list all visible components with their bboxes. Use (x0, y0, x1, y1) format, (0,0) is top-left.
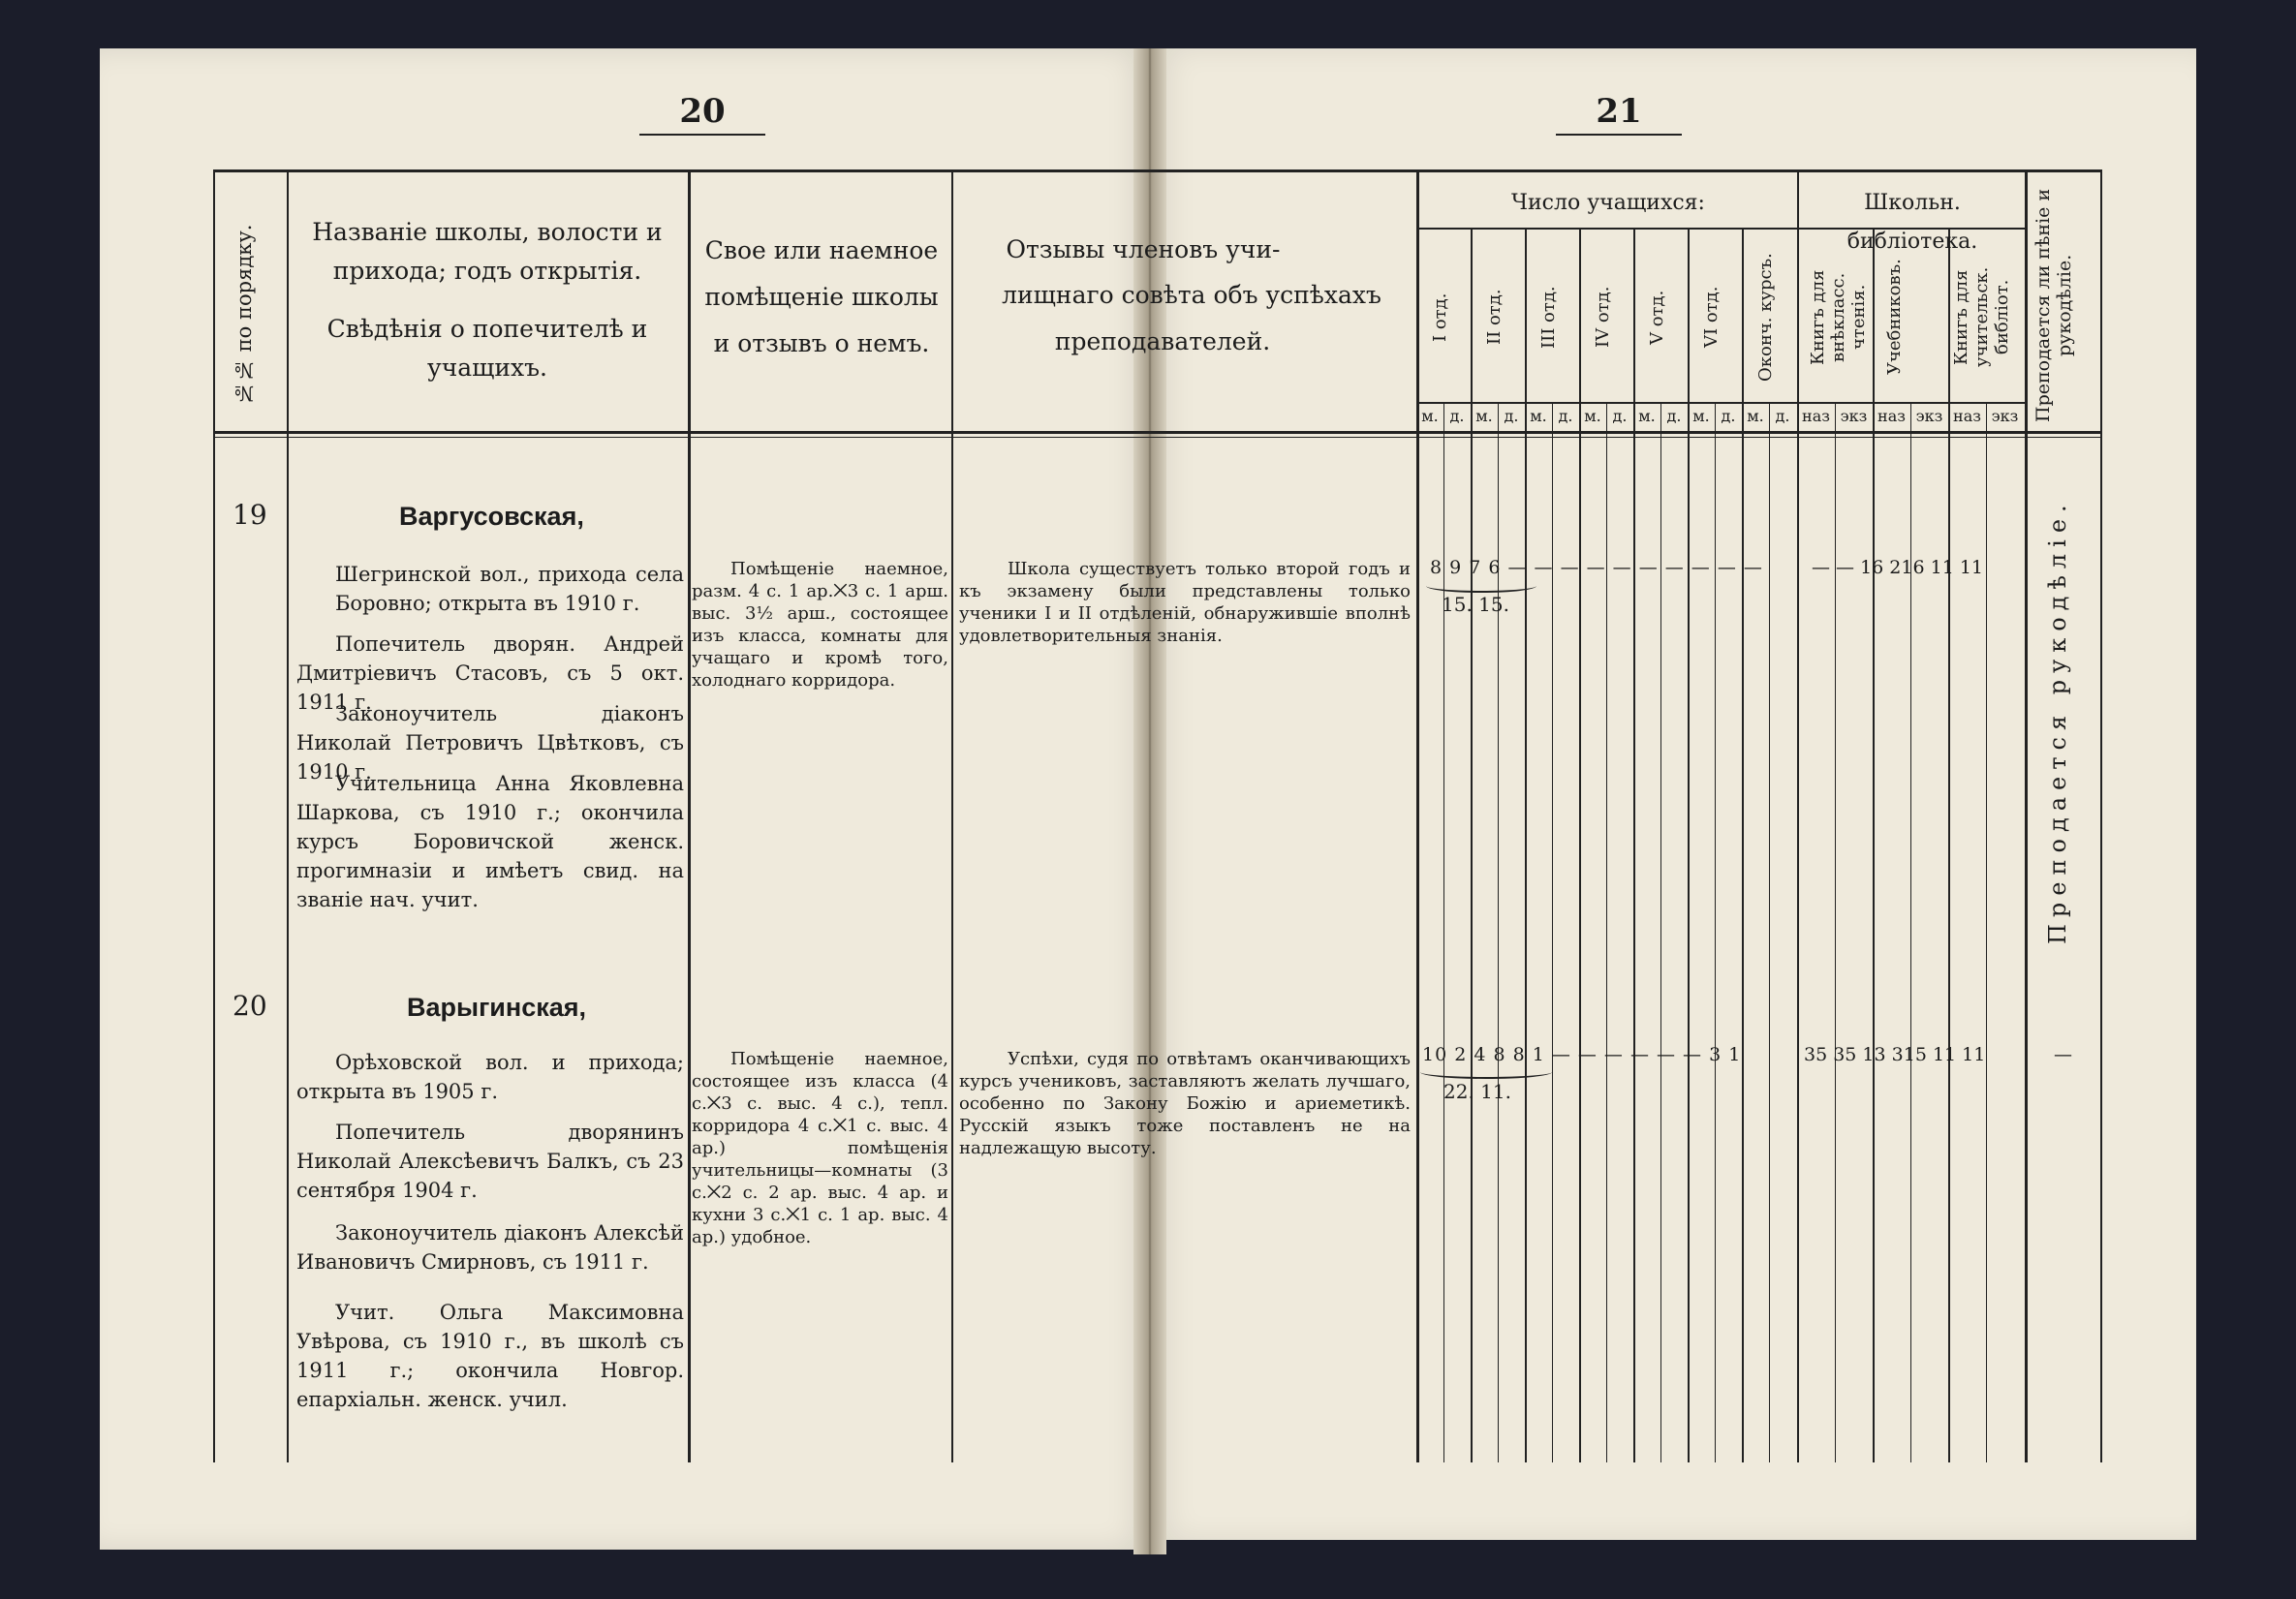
male-label: м. (1747, 407, 1764, 425)
table-top-rule (213, 169, 2102, 172)
row-19-priest: Законоучитель діаконъ Николай Петровичъ Цвѣтковъ, съ 1910 г. (296, 702, 684, 784)
header-review-last: преподавателей. (1054, 327, 1271, 355)
row-19-singing: Преподается рукодѣліе. (2044, 498, 2071, 945)
library-copies-label: экз (1840, 407, 1868, 425)
row-20-school-name: Варыгинская, (407, 993, 587, 1022)
department-label: VI отд. (1701, 286, 1722, 349)
row-19-review: Школа существуетъ только второй годъ и къ экзамену были представлены только ученики I и II отдѣленій, обнаружившіе вполнѣ удовлетворительныя знанія. (959, 559, 1411, 646)
table-right-border (2100, 169, 2102, 1462)
row-20-library: 35 35 13 315 11 11 (1804, 1044, 1986, 1065)
row-20-student-counts: 10 2 4 8 8 1 — — — — — — 3 1 (1422, 1044, 1742, 1065)
row-20-number: 20 (233, 990, 267, 1022)
row-20-premises: Помѣщеніе наемное, состоящее изъ класса (4 с.⨉3 с. выс. 4 с.), тепл. корридора 4 с.⨉1 с. выс. 4 ар.) помѣщенія учительницы—комнаты (3 с.⨉2 с. 2 ар. выс. 4 ар. и кухни 3 с.⨉1 с. 1 ар. выс. 4 ар.) удобное. (692, 1049, 948, 1247)
female-label: д. (1666, 407, 1682, 425)
col-library-divider (1797, 169, 1799, 1462)
row-19-library: — — 16 216 11 11 (1812, 557, 1983, 578)
header-trustee-info: Свѣдѣнія о попечителѣ и учащихъ. (326, 315, 648, 382)
row-19-teacher: Учительница Анна Яковлевна Шаркова, съ 1910 г.; окончила курсъ Боровичской женск. прогимназіи и имѣетъ свид. на званіе нач. учит. (296, 772, 684, 911)
row-20-trustee: Попечитель дворянинъ Николай Алексѣевичъ Балкъ, съ 23 сентября 1904 г. (296, 1121, 684, 1202)
male-label: м. (1638, 407, 1656, 425)
male-label: м. (1584, 407, 1601, 425)
row-19-total: 15. 15. (1442, 593, 1509, 616)
header-library-textbooks: Учебниковъ. (1884, 259, 1905, 376)
row-20-total: 22. 11. (1443, 1080, 1511, 1103)
right-page-number: 21 (1596, 92, 1642, 131)
header-students-group: Число учащихся: (1511, 191, 1705, 215)
department-label: II отд. (1484, 289, 1505, 346)
row-20-location: Орѣховской вол. и прихода; открыта въ 1905 г. (296, 1051, 684, 1103)
header-premises: Свое или наемное помѣщеніе школы и отзывъ о немъ. (704, 236, 939, 357)
department-label: IV отд. (1593, 286, 1613, 349)
row-19-number: 19 (233, 499, 267, 531)
row-20-review: Успѣхи, судя по отвѣтамъ оканчивающихъ курсъ учениковъ, заставляютъ желать лучшаго, особенно по Закону Божію и ариеметикѣ. Русскій языкъ тоже поставленъ не на надлежащую высоту. (959, 1049, 1411, 1158)
department-label: I отд. (1430, 292, 1450, 342)
table-left-border (213, 169, 215, 1462)
row-19-total-brace (1426, 579, 1536, 593)
library-title-count-label: наз (1953, 407, 1981, 425)
col-name-divider (688, 169, 691, 1462)
gender-row-rule (1416, 402, 2025, 404)
library-title-count-label: наз (1802, 407, 1830, 425)
header-review-left: Отзывы членовъ учи- (1006, 235, 1281, 263)
col-num-divider (287, 169, 289, 1462)
department-label: V отд. (1647, 290, 1667, 345)
library-title-count-label: наз (1877, 407, 1906, 425)
male-label: м. (1530, 407, 1547, 425)
row-20-teacher: Учит. Ольга Максимовна Увѣрова, съ 1910 г., въ школѣ съ 1911 г.; окончила Новгор. епархіальн. женск. учил. (296, 1301, 684, 1411)
row-19-trustee: Попечитель дворян. Андрей Дмитріевичъ Стасовъ, съ 5 окт. 1911 г. (296, 632, 684, 714)
col-review-divider (1416, 169, 1419, 1462)
left-page-number: 20 (679, 92, 726, 131)
header-bottom-rule (213, 431, 2102, 434)
students-group-rule (1416, 228, 1797, 230)
book-gutter (1133, 48, 1166, 1554)
library-copies-label: экз (1915, 407, 1943, 425)
row-20-total-brace (1420, 1065, 1552, 1079)
row-19-school-name: Варгусовская, (399, 502, 584, 531)
header-row-number: №№ по порядку. (233, 224, 256, 406)
header-school-name: Названіе школы, волости и прихода; годъ открытія. (312, 218, 663, 285)
left-page-number-rule (639, 134, 765, 136)
male-label: м. (1421, 407, 1439, 425)
row-20-singing: — (2054, 1044, 2072, 1065)
female-label: д. (1558, 407, 1573, 425)
header-bottom-rule-2 (213, 437, 2102, 438)
row-19-student-counts: 8 9 7 6 — — — — — — — — — — (1430, 557, 1763, 578)
row-19-location: Шегринской вол., прихода села Боровно; открыта въ 1910 г. (335, 563, 684, 615)
col-premises-divider (951, 169, 953, 1462)
row-19-premises: Помѣщеніе наемное, разм. 4 с. 1 ар.⨉3 с. 1 арш. выс. 3½ арш., состоящее изъ класса, комнаты для учащаго и кромѣ того, холоднаго корридора. (692, 559, 948, 691)
row-20-priest: Законоучитель діаконъ Алексѣй Ивановичъ Смирновъ, съ 1911 г. (296, 1221, 684, 1274)
library-copies-label: экз (1991, 407, 2019, 425)
header-singing: Преподается ли пѣніе и рукодѣліе. (2032, 188, 2075, 422)
female-label: д. (1504, 407, 1519, 425)
right-page-number-rule (1556, 134, 1682, 136)
female-label: д. (1775, 407, 1790, 425)
male-label: м. (1475, 407, 1493, 425)
female-label: д. (1449, 407, 1465, 425)
department-label: III отд. (1538, 286, 1559, 349)
header-library-group: Школьн. библіотека. (1846, 191, 1978, 254)
department-label: Оконч. курсъ. (1755, 253, 1776, 382)
female-label: д. (1612, 407, 1628, 425)
female-label: д. (1721, 407, 1736, 425)
header-library-teacher-books: Книгъ для учительск. библіот. (1951, 266, 2012, 368)
male-label: м. (1692, 407, 1710, 425)
col-singing-divider (2025, 169, 2028, 1462)
header-review-mid: лищнаго совѣта объ успѣхахъ (1002, 281, 1381, 309)
header-library-extra-reading: Книгъ для внѣкласс. чтенія. (1808, 269, 1869, 365)
